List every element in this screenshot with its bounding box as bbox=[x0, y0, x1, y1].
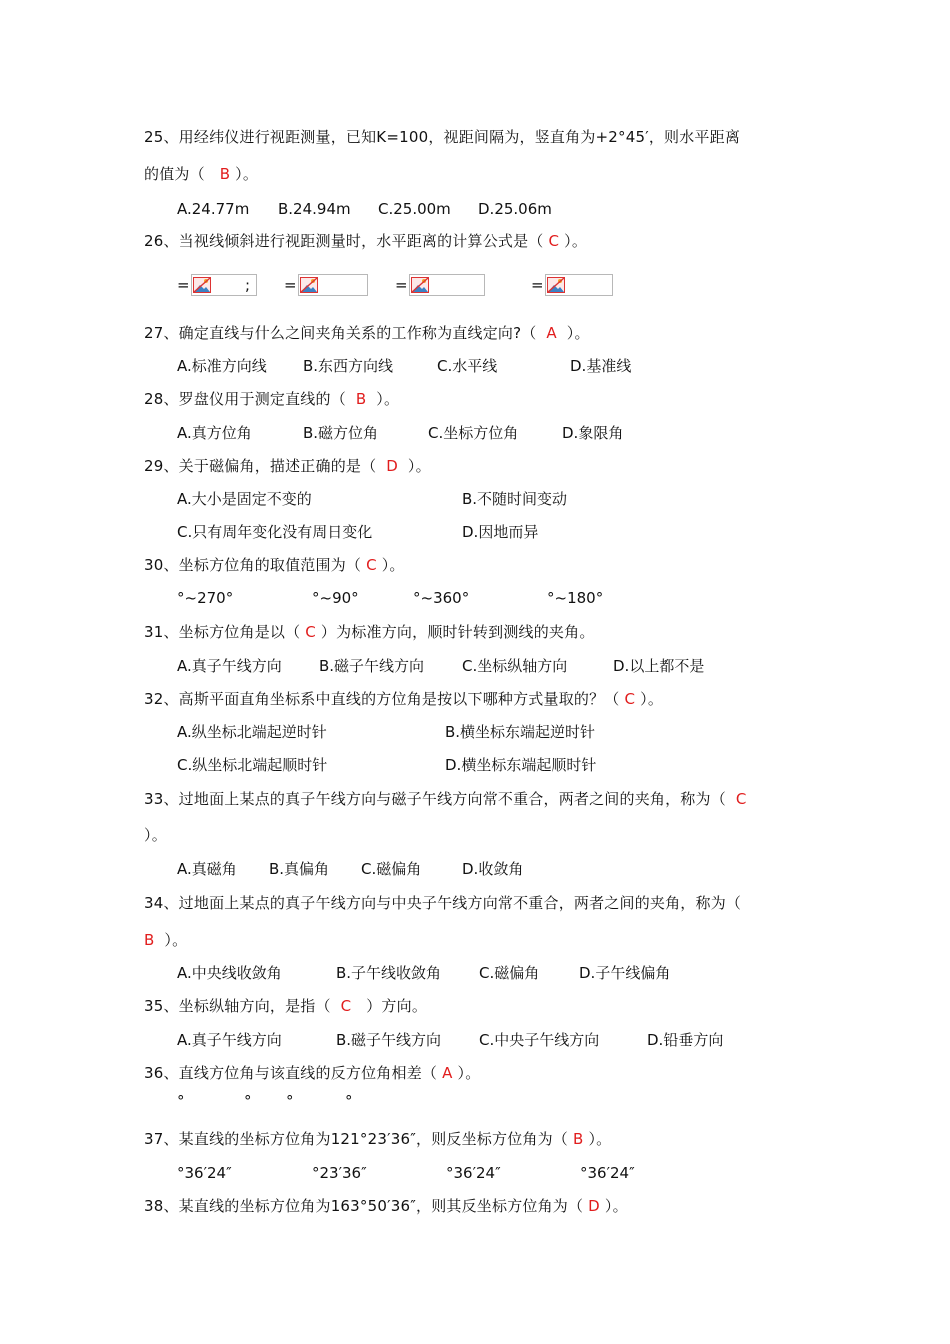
q33-line1 bbox=[144, 790, 747, 808]
q31-option-a: A.真子午线方向 bbox=[177, 657, 282, 675]
q35-option-d: D.铅垂方向 bbox=[647, 1031, 724, 1049]
q36-option-b: ° bbox=[244, 1092, 252, 1110]
q33-answer: C bbox=[735, 790, 747, 808]
q30-line bbox=[144, 556, 405, 574]
q36-pre: 36、直线方位角与该直线的反方位角相差（ bbox=[144, 1064, 443, 1082]
q26-answer: C bbox=[548, 232, 560, 250]
q29-answer: D bbox=[386, 457, 398, 475]
formula-a-eq: = bbox=[177, 276, 190, 294]
q35-option-b: B.磁子午线方向 bbox=[336, 1031, 442, 1049]
q37-option-d: °36′24″ bbox=[580, 1164, 635, 1182]
q33-option-c: C.磁偏角 bbox=[361, 860, 422, 878]
q29-pre: 29、关于磁偏角，描述正确的是（ bbox=[144, 457, 387, 475]
q36-line bbox=[144, 1064, 480, 1082]
q36-option-c: ° bbox=[286, 1092, 294, 1110]
q30-option-a: °~270° bbox=[177, 589, 234, 607]
q33-text: 33、过地面上某点的真子午线方向与磁子午线方向常不重合，两者之间的夹角，称为（ bbox=[144, 790, 736, 808]
q27-option-b: B.东西方向线 bbox=[303, 357, 394, 375]
q28-option-a: A.真方位角 bbox=[177, 424, 252, 442]
q27-pre: 27、确定直线与什么之间夹角关系的工作称为直线定向?（ bbox=[144, 324, 547, 342]
q29-option-c: C.只有周年变化没有周日变化 bbox=[177, 523, 373, 541]
broken-image-icon bbox=[547, 277, 565, 293]
q31-option-b: B.磁子午线方向 bbox=[319, 657, 425, 675]
q27-option-c: C.水平线 bbox=[437, 357, 498, 375]
q35-answer: C bbox=[340, 997, 352, 1015]
q25-post: ）。 bbox=[230, 165, 259, 183]
q32-post: ）。 bbox=[635, 690, 664, 708]
q37-answer: B bbox=[572, 1130, 584, 1148]
q25-option-d: D.25.06m bbox=[478, 200, 552, 218]
q33-line2: ）。 bbox=[144, 826, 167, 844]
q38-pre: 38、某直线的坐标方位角为163°50′36″，则其反坐标方位角为（ bbox=[144, 1197, 589, 1215]
q32-option-a: A.纵坐标北端起逆时针 bbox=[177, 723, 327, 741]
q33-option-b: B.真偏角 bbox=[269, 860, 330, 878]
formula-d-image bbox=[545, 274, 613, 296]
q28-option-b: B.磁方位角 bbox=[303, 424, 379, 442]
q30-answer: C bbox=[366, 556, 377, 574]
q28-post: ）。 bbox=[366, 390, 400, 408]
q25-option-c: C.25.00m bbox=[378, 200, 451, 218]
q36-post: ）。 bbox=[452, 1064, 481, 1082]
q31-option-d: D.以上都不是 bbox=[613, 657, 705, 675]
q35-post: ）方向。 bbox=[351, 997, 428, 1015]
q25-option-a: A.24.77m bbox=[177, 200, 250, 218]
q25-line1: 25、用经纬仪进行视距测量，已知K=100，视距间隔为，竖直角为+2°45′，则水平距离 bbox=[144, 128, 741, 146]
q27-line bbox=[144, 324, 590, 342]
formula-b-eq: = bbox=[284, 276, 297, 294]
q38-answer: D bbox=[588, 1197, 600, 1215]
formula-c bbox=[395, 272, 485, 298]
q29-post: ）。 bbox=[398, 457, 431, 475]
q28-pre: 28、罗盘仪用于测定直线的（ bbox=[144, 390, 356, 408]
q29-option-d: D.因地而异 bbox=[462, 523, 539, 541]
q37-option-a: °36′24″ bbox=[177, 1164, 232, 1182]
q34-line1: 34、过地面上某点的真子午线方向与中央子午线方向常不重合，两者之间的夹角，称为（ bbox=[144, 894, 742, 912]
q27-option-a: A.标准方向线 bbox=[177, 357, 267, 375]
broken-image-icon bbox=[300, 277, 318, 293]
formula-b bbox=[284, 272, 368, 298]
formula-b-image bbox=[298, 274, 368, 296]
q31-post: ）为标准方向，顺时针转到测线的夹角。 bbox=[315, 623, 595, 641]
q36-answer: A bbox=[442, 1064, 453, 1082]
q30-option-c: °~360° bbox=[413, 589, 470, 607]
q34-answer: B bbox=[144, 931, 155, 949]
q26-line bbox=[144, 232, 587, 250]
q30-option-b: °~90° bbox=[312, 589, 359, 607]
broken-image-icon bbox=[411, 277, 429, 293]
q34-option-c: C.磁偏角 bbox=[479, 964, 540, 982]
q28-option-c: C.坐标方位角 bbox=[428, 424, 519, 442]
q32-line bbox=[144, 690, 663, 708]
q32-option-b: B.横坐标东端起逆时针 bbox=[445, 723, 596, 741]
q37-post: ）。 bbox=[583, 1130, 612, 1148]
q25-line2 bbox=[144, 165, 258, 183]
q34-option-d: D.子午线偏角 bbox=[579, 964, 671, 982]
q25-option-b: B.24.94m bbox=[278, 200, 351, 218]
broken-image-icon bbox=[193, 277, 211, 293]
q37-option-b: °23′36″ bbox=[312, 1164, 367, 1182]
formula-c-eq: = bbox=[395, 276, 408, 294]
q36-option-a: ° bbox=[177, 1092, 185, 1110]
q33-option-a: A.真磁角 bbox=[177, 860, 237, 878]
q34-option-a: A.中央线收敛角 bbox=[177, 964, 282, 982]
q27-post: ）。 bbox=[556, 324, 590, 342]
q35-option-c: C.中央子午线方向 bbox=[479, 1031, 600, 1049]
q35-line bbox=[144, 997, 427, 1015]
q29-option-a: A.大小是固定不变的 bbox=[177, 490, 312, 508]
q32-option-d: D.横坐标东端起顺时针 bbox=[445, 756, 597, 774]
q36-option-d: ° bbox=[345, 1092, 353, 1110]
q30-post: ）。 bbox=[376, 556, 405, 574]
q31-line bbox=[144, 623, 595, 641]
q29-line bbox=[144, 457, 431, 475]
q25-pre: 的值为（ bbox=[144, 165, 220, 183]
formula-d bbox=[531, 272, 613, 298]
q27-option-d: D.基准线 bbox=[570, 357, 632, 375]
q33-option-d: D.收敛角 bbox=[462, 860, 524, 878]
formula-d-eq: = bbox=[531, 276, 544, 294]
q34-post: ）。 bbox=[154, 931, 188, 949]
q25-answer: B bbox=[219, 165, 231, 183]
q31-answer: C bbox=[305, 623, 316, 641]
formula-separator: ; bbox=[245, 276, 251, 294]
q37-pre: 37、某直线的坐标方位角为121°23′36″，则反坐标方位角为（ bbox=[144, 1130, 573, 1148]
q32-option-c: C.纵坐标北端起顺时针 bbox=[177, 756, 328, 774]
q37-option-c: °36′24″ bbox=[446, 1164, 501, 1182]
q34-option-b: B.子午线收敛角 bbox=[336, 964, 442, 982]
q26-post: ）。 bbox=[559, 232, 588, 250]
q28-option-d: D.象限角 bbox=[562, 424, 624, 442]
formula-c-image bbox=[409, 274, 485, 296]
q30-option-d: °~180° bbox=[547, 589, 604, 607]
q27-answer: A bbox=[546, 324, 557, 342]
q35-pre: 35、坐标纵轴方向，是指（ bbox=[144, 997, 341, 1015]
q31-pre: 31、坐标方位角是以（ bbox=[144, 623, 306, 641]
q37-line bbox=[144, 1130, 611, 1148]
q29-option-b: B.不随时间变动 bbox=[462, 490, 568, 508]
q31-option-c: C.坐标纵轴方向 bbox=[462, 657, 568, 675]
q38-line bbox=[144, 1197, 628, 1215]
q28-answer: B bbox=[355, 390, 367, 408]
q32-answer: C bbox=[624, 690, 636, 708]
q32-pre: 32、高斯平面直角坐标系中直线的方位角是按以下哪种方式量取的？（ bbox=[144, 690, 625, 708]
q28-line bbox=[144, 390, 399, 408]
q38-post: ）。 bbox=[599, 1197, 628, 1215]
q35-option-a: A.真子午线方向 bbox=[177, 1031, 282, 1049]
q26-pre: 26、当视线倾斜进行视距测量时，水平距离的计算公式是（ bbox=[144, 232, 549, 250]
q30-pre: 30、坐标方位角的取值范围为（ bbox=[144, 556, 367, 574]
q34-line2 bbox=[144, 931, 187, 949]
